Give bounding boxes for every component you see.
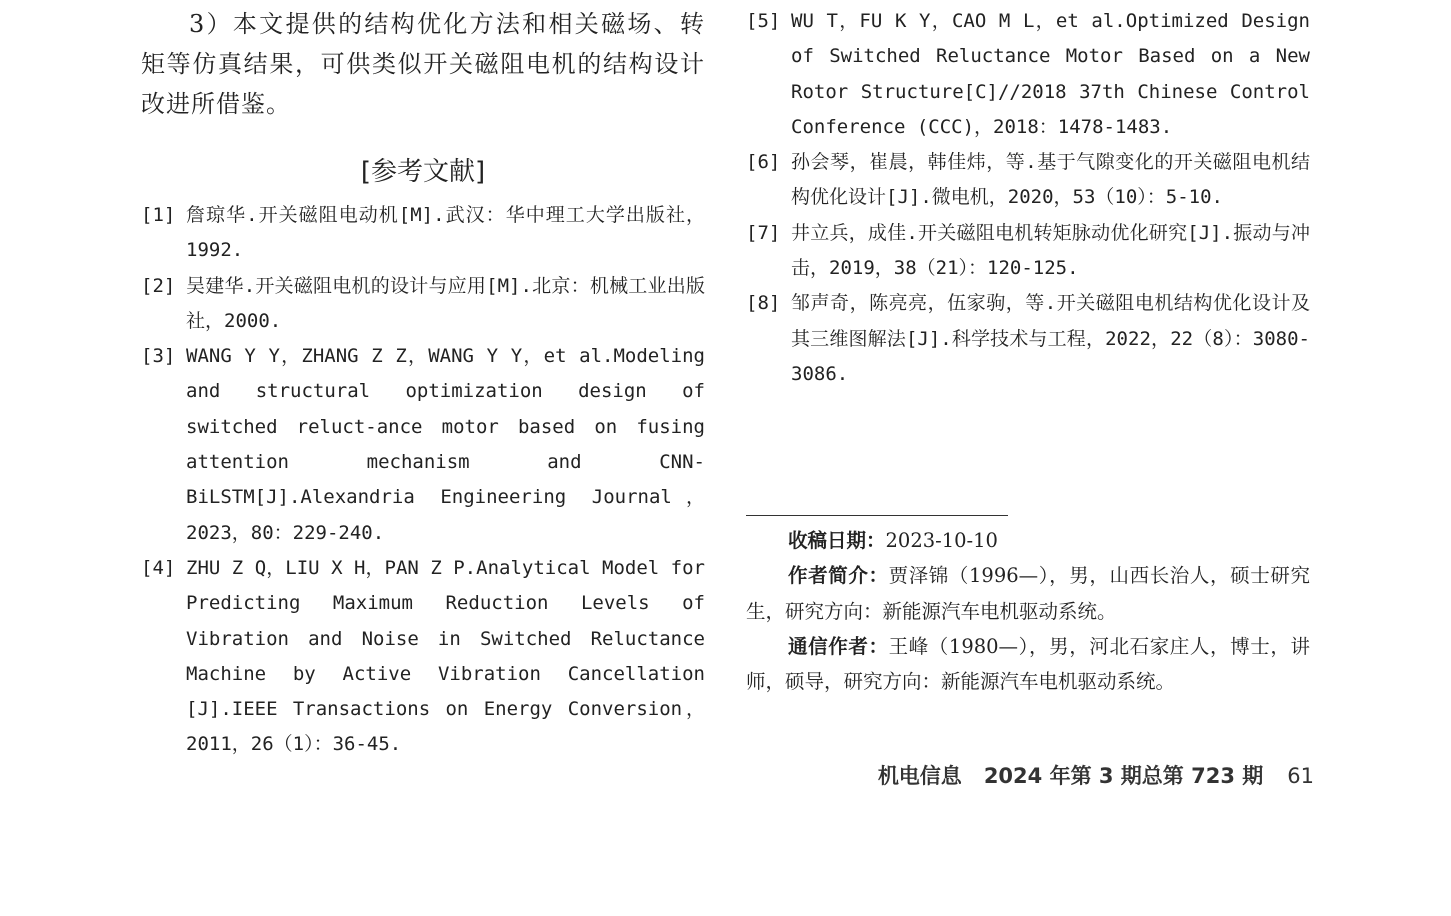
issue-info: 2024 年第 3 期总第 723 期 <box>983 764 1264 788</box>
article-meta <box>746 523 1310 699</box>
author-bio-value: 贾泽锦（1996—），男，山西长治人，硕士研究生，研究方向：新能源汽车电机驱动系统。 <box>746 564 1310 623</box>
references-heading: [参考文献] <box>360 157 486 187</box>
journal-name: 机电信息 <box>877 764 962 788</box>
page-footer <box>878 760 1314 792</box>
reference-text: WU T，FU K Y，CAO M L，et al.Optimized Design of Switched Reluctance Motor Based on a New Rotor Structure[C]//2018 37th Chinese Control Conference (CCC)，2018：1478-1483. <box>791 10 1310 138</box>
reference-item <box>141 269 705 340</box>
corresponding-author <box>746 629 1310 700</box>
reference-number: [3] <box>141 345 176 368</box>
right-column <box>746 0 1310 392</box>
reference-item <box>141 198 705 269</box>
reference-text: ZHU Z Q，LIU X H，PAN Z P.Analytical Model for Predicting Maximum Reduction Levels of Vibration and Noise in Switched Reluctance Machine by Active Vibration Cancellation [J].IEEE Transactions on Energy Conversion，2011，26（1）：36-45. <box>186 556 705 756</box>
reference-item <box>746 286 1310 392</box>
reference-item <box>746 216 1310 287</box>
reference-number: [7] <box>746 221 781 244</box>
reference-number: [1] <box>141 204 176 226</box>
footnote-divider <box>746 515 1008 516</box>
reference-list-right <box>746 4 1310 392</box>
reference-item <box>746 4 1310 145</box>
left-column <box>141 0 705 763</box>
reference-text: 井立兵，成佳.开关磁阻电机转矩脉动优化研究[J].振动与冲击，2019，38（21）：120-125. <box>791 221 1310 280</box>
reference-text: 吴建华.开关磁阻电机的设计与应用[M].北京：机械工业出版社，2000. <box>186 274 705 332</box>
reference-number: [6] <box>746 151 781 174</box>
author-bio <box>746 558 1310 629</box>
reference-item <box>141 551 705 763</box>
reference-text: 孙会琴，崔晨，韩佳炜，等.基于气隙变化的开关磁阻电机结构优化设计[J].微电机，2020，53（10）：5-10. <box>791 151 1310 209</box>
reference-item <box>141 339 705 551</box>
corresponding-author-label: 通信作者： <box>788 634 889 658</box>
corresponding-author-value: 王峰（1980—），男，河北石家庄人，博士，讲师，硕导，研究方向：新能源汽车电机驱动系统。 <box>746 634 1310 694</box>
reference-item <box>746 145 1310 216</box>
reference-number: [5] <box>746 10 781 32</box>
author-bio-label: 作者简介： <box>788 564 889 588</box>
reference-list-left <box>141 198 705 763</box>
conclusion-item-3: 3）本文提供的结构优化方法和相关磁场、转矩等仿真结果，可供类似开关磁阻电机的结构设计改进所借鉴。 <box>141 10 705 118</box>
reference-number: [8] <box>746 292 781 315</box>
received-date-value: 2023-10-10 <box>885 529 998 552</box>
reference-text: 邹声奇，陈亮亮，伍家驹，等.开关磁阻电机结构优化设计及其三维图解法[J].科学技术与工程，2022，22（8）：3080-3086. <box>791 292 1310 385</box>
received-date-label: 收稿日期： <box>788 529 886 552</box>
reference-text: 詹琼华.开关磁阻电动机[M].武汉：华中理工大学出版社，1992. <box>186 204 705 262</box>
reference-text: WANG Y Y，ZHANG Z Z，WANG Y Y，et al.Modeling and structural optimization design of switched reluct-ance motor based on fusing attention mechanism and CNN-BiLSTM[J].Alexandria Engineering Journal，2023，80：229-240. <box>186 345 705 544</box>
reference-number: [2] <box>141 274 176 297</box>
received-date <box>746 523 1310 558</box>
reference-number: [4] <box>141 556 176 579</box>
page-number: 61 <box>1287 764 1314 788</box>
